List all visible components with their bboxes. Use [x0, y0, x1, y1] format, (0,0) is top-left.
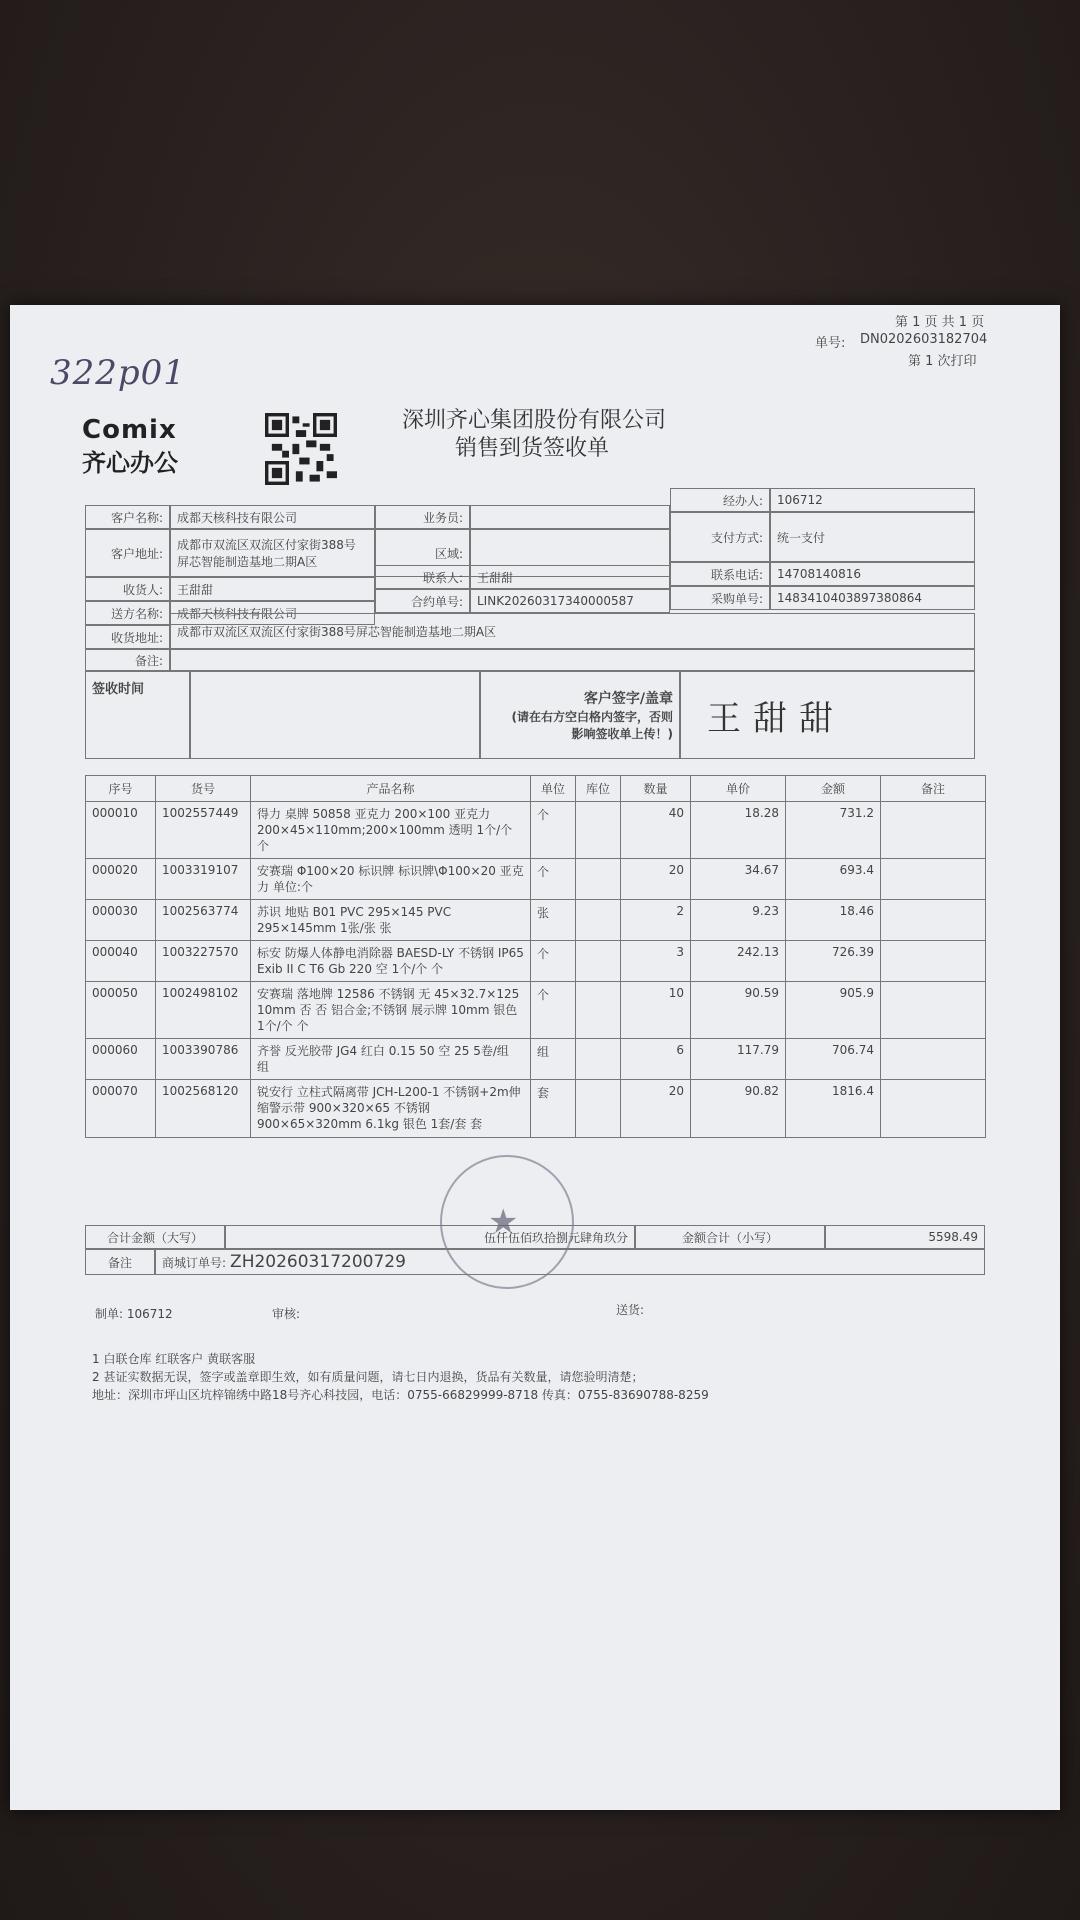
mall-order-label: 商城订单号:	[162, 1255, 227, 1270]
item-unit: 张	[531, 900, 576, 941]
customer-sign-box	[480, 671, 680, 759]
handwritten-signature: 王甜甜	[707, 698, 845, 739]
table-row	[86, 802, 986, 859]
payment-label: 支付方式:	[670, 512, 770, 562]
doc-no-label: 单号:	[815, 336, 846, 351]
review-label: 审核:	[272, 1307, 301, 1321]
comix-logo-cn: 齐心办公	[82, 449, 178, 477]
item-qty: 40	[621, 802, 691, 859]
seal-star-icon: ★	[488, 1202, 519, 1242]
item-amount: 1816.4	[786, 1080, 881, 1138]
item-name: 齐誉 反光胶带 JG4 红白 0.15 50 空 25 5卷/组 组	[251, 1039, 531, 1080]
handler: 106712	[770, 488, 975, 512]
header-amount: 金额	[786, 776, 881, 802]
item-seq: 000020	[86, 859, 156, 900]
document-title: 销售到货签收单	[455, 436, 610, 461]
item-amount: 905.9	[786, 982, 881, 1039]
table-row	[86, 982, 986, 1039]
item-note	[881, 941, 986, 982]
customer-address	[170, 529, 375, 577]
item-seq: 000050	[86, 982, 156, 1039]
customer-sign-note-2: 影响签收单上传！)	[571, 727, 673, 741]
phone-label: 联系电话:	[670, 562, 770, 586]
maker	[95, 1305, 173, 1322]
item-qty: 10	[621, 982, 691, 1039]
total-lower: 5598.49	[825, 1225, 985, 1249]
item-note	[881, 1039, 986, 1080]
maker-value: 106712	[126, 1307, 173, 1321]
item-seq: 000010	[86, 802, 156, 859]
consignee: 王甜甜	[170, 577, 375, 601]
item-location	[576, 982, 621, 1039]
item-price: 34.67	[691, 859, 786, 900]
item-name: 苏识 地贴 B01 PVC 295×145 PVC 295×145mm 1张/张 张	[251, 900, 531, 941]
contract-label: 合约单号:	[375, 589, 470, 613]
remark	[170, 649, 975, 671]
item-code: 1003390786	[156, 1039, 251, 1080]
item-note	[881, 802, 986, 859]
item-unit: 个	[531, 859, 576, 900]
item-code: 1002563774	[156, 900, 251, 941]
handwritten-number: 322p01	[50, 353, 186, 393]
total-upper-label: 合计金额（大写）	[85, 1225, 225, 1249]
item-amount: 726.39	[786, 941, 881, 982]
salesperson	[470, 505, 670, 529]
item-name: 安赛瑞 Φ100×20 标识牌 标识牌\Φ100×20 亚克力 单位:个	[251, 859, 531, 900]
ship-to: 成都天核科技有限公司	[170, 601, 375, 625]
mall-order-number: ZH20260317200729	[230, 1252, 406, 1272]
table-row	[86, 859, 986, 900]
item-unit: 个	[531, 802, 576, 859]
item-price: 90.82	[691, 1080, 786, 1138]
item-location	[576, 1039, 621, 1080]
signature-box	[680, 671, 975, 759]
header-note: 备注	[881, 776, 986, 802]
total-upper: 伍仟伍佰玖拾捌元肆角玖分	[225, 1225, 635, 1249]
item-name: 锐安行 立柱式隔离带 JCH-L200-1 不锈钢+2m伸缩警示带 900×320×65 不锈钢 900×65×320mm 6.1kg 银色 1套/套 套	[251, 1080, 531, 1138]
footer-address: 地址：深圳市坪山区坑梓锦绣中路18号齐心科技园，电话：0755-66829999-8718 传真：0755-83690788-8259	[92, 1388, 709, 1402]
contract-number: LINK20260317340000587	[470, 589, 670, 613]
header-name: 产品名称	[251, 776, 531, 802]
receive-address: 成都市双流区双流区付家街388号屏芯智能制造基地二期A区	[170, 613, 975, 649]
total-lower-label: 金额合计（小写）	[635, 1225, 825, 1249]
item-price: 242.13	[691, 941, 786, 982]
customer-name: 成都天核科技有限公司	[170, 505, 375, 529]
doc-no: DN0202603182704	[860, 332, 988, 347]
footer-note-1: 1 白联仓库 红联客户 黄联客服	[92, 1352, 256, 1366]
receive-address-label: 收货地址:	[85, 625, 170, 649]
table-row	[86, 941, 986, 982]
item-amount: 706.74	[786, 1039, 881, 1080]
company-name: 深圳齐心集团股份有限公司	[402, 408, 667, 433]
item-note	[881, 1080, 986, 1138]
item-qty: 6	[621, 1039, 691, 1080]
item-seq: 000040	[86, 941, 156, 982]
qr-code-icon	[265, 413, 337, 485]
item-qty: 20	[621, 859, 691, 900]
item-name: 得力 桌牌 50858 亚克力 200×100 亚克力 200×45×110mm;200×100mm 透明 1个/个 个	[251, 802, 531, 859]
item-unit: 套	[531, 1080, 576, 1138]
item-location	[576, 1080, 621, 1138]
customer-address-label: 客户地址:	[85, 529, 170, 577]
ship-to-label: 送方名称:	[85, 601, 170, 625]
item-code: 1003227570	[156, 941, 251, 982]
item-price: 117.79	[691, 1039, 786, 1080]
item-qty: 3	[621, 941, 691, 982]
item-note	[881, 859, 986, 900]
item-price: 18.28	[691, 802, 786, 859]
item-code: 1003319107	[156, 859, 251, 900]
item-seq: 000060	[86, 1039, 156, 1080]
customer-address-line2: 屏芯智能制造基地二期A区	[177, 555, 318, 569]
item-note	[881, 900, 986, 941]
contact: 王甜甜	[470, 565, 670, 589]
item-seq: 000070	[86, 1080, 156, 1138]
customer-sign-note-1: (请在右方空白格内签字，否则	[511, 710, 673, 724]
customer-address-line1: 成都市双流区双流区付家街388号	[177, 538, 356, 552]
phone: 14708140816	[770, 562, 975, 586]
item-qty: 2	[621, 900, 691, 941]
print-count: 第 1 次打印	[908, 354, 977, 369]
table-row	[86, 900, 986, 941]
delivery-label: 送货:	[616, 1303, 645, 1317]
order-remark-label: 备注	[85, 1249, 155, 1275]
salesperson-label: 业务员:	[375, 505, 470, 529]
purchase-number: 1483410403897380864	[770, 586, 975, 610]
item-code: 1002498102	[156, 982, 251, 1039]
item-location	[576, 900, 621, 941]
header-price: 单价	[691, 776, 786, 802]
item-name: 安赛瑞 落地牌 12586 不锈钢 无 45×32.7×125 10mm 否 否 铝合金;不锈钢 展示牌 10mm 银色 1个/个 个	[251, 982, 531, 1039]
item-code: 1002568120	[156, 1080, 251, 1138]
item-location	[576, 859, 621, 900]
item-location	[576, 802, 621, 859]
consignee-label: 收货人:	[85, 577, 170, 601]
payment: 统一支付	[770, 512, 975, 562]
header-code: 货号	[156, 776, 251, 802]
region-label: 区域:	[375, 529, 470, 577]
table-row	[86, 1080, 986, 1138]
customer-sign-label: 客户签字/盖章	[583, 691, 673, 707]
item-name: 标安 防爆人体静电消除器 BAESD-LY 不锈钢 IP65 Exib II C T6 Gb 220 空 1个/个 个	[251, 941, 531, 982]
page-info: 第 1 页 共 1 页	[895, 315, 985, 330]
item-unit: 个	[531, 982, 576, 1039]
item-note	[881, 982, 986, 1039]
purchase-label: 采购单号:	[670, 586, 770, 610]
header-unit: 单位	[531, 776, 576, 802]
items-table	[85, 775, 986, 1138]
remark-label: 备注:	[85, 649, 170, 671]
header-seq: 序号	[86, 776, 156, 802]
footer-note-2: 2 甚证实数据无误，签字或盖章即生效，如有质量问题，请七日内退换，货品有关数量，请您验明清楚；	[92, 1370, 644, 1384]
header-qty: 数量	[621, 776, 691, 802]
mall-order-cell	[155, 1249, 985, 1275]
sign-time-label: 签收时间	[85, 671, 190, 759]
comix-logo: Comix	[82, 415, 177, 445]
contact-label: 联系人:	[375, 565, 470, 589]
item-amount: 693.4	[786, 859, 881, 900]
item-qty: 20	[621, 1080, 691, 1138]
maker-label: 制单:	[95, 1307, 124, 1321]
table-row	[86, 1039, 986, 1080]
item-seq: 000030	[86, 900, 156, 941]
header-location: 库位	[576, 776, 621, 802]
items-header-row	[86, 776, 986, 802]
items-body	[86, 802, 986, 1138]
handler-label: 经办人:	[670, 488, 770, 512]
item-unit: 组	[531, 1039, 576, 1080]
item-price: 90.59	[691, 982, 786, 1039]
delivery-receipt-document	[10, 305, 1060, 1810]
item-amount: 18.46	[786, 900, 881, 941]
sign-time	[190, 671, 480, 759]
item-amount: 731.2	[786, 802, 881, 859]
item-price: 9.23	[691, 900, 786, 941]
item-code: 1002557449	[156, 802, 251, 859]
item-unit: 个	[531, 941, 576, 982]
customer-name-label: 客户名称:	[85, 505, 170, 529]
item-location	[576, 941, 621, 982]
